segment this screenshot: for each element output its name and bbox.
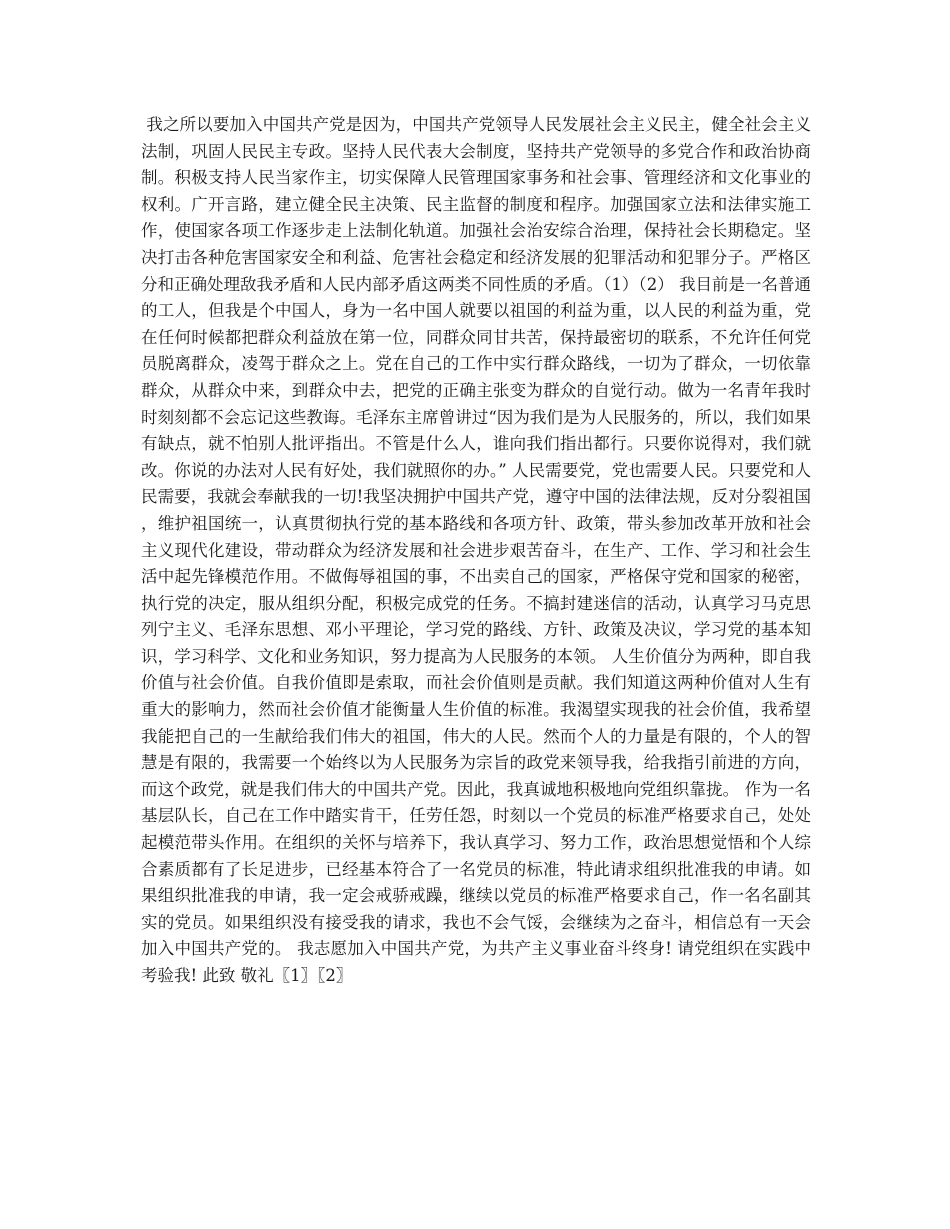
body-paragraph: 我之所以要加入中国共产党是因为，中国共产党领导人民发展社会主义民主，健全社会主义法制，巩固人民民主专政。坚持人民代表大会制度，坚持共产党领导的多党合作和政治协商制。积极支持人民当家作主，切实保障人民管理国家事务和社会事、管理经济和文化事业的权利。广开言路，建立健全民主决策、民主监督的制度和程序。加强国家立法和法律实施工作，使国家各项工作逐步走上法制化轨道。加强社会治安综合治理，保持社会长期稳定。坚决打击各种危害国家安全和利益、危害社会稳定和经济发展的犯罪活动和犯罪分子。严格区分和正确处理敌我矛盾和人民内部矛盾这两类不同性质的矛盾。（1）（2） 我目前是一名普通的工人，但我是个中国人，身为一名中国人就要以祖国的利益为重，以人民的利益为重，党在任何时候都把群众利益放在第一位，同群众同甘共苦，保持最密切的联系，不允许任何党员脱离群众，凌驾于群众之上。党在自己的工作中实行群众路线，一切为了群众，一切依靠群众，从群众中来，到群众中去，把党的正确主张变为群众的自觉行动。做为一名青年我时时刻刻都不会忘记这些教诲。毛泽东主席曾讲过“因为我们是为人民服务的，所以，我们如果有缺点，就不怕别人批评指出。不管是什么人，谁向我们指出都行。只要你说得对，我们就改。你说的办法对人民有好处，我们就照你的办。” 人民需要党，党也需要人民。只要党和人民需要，我就会奉献我的一切!我坚决拥护中国共产党，遵守中国的法律法规，反对分裂祖国，维护祖国统一，认真贯彻执行党的基本路线和各项方针、政策，带头参加改革开放和社会主义现代化建设，带动群众为经济发展和社会进步艰苦奋斗，在生产、工作、学习和社会生活中起先锋模范作用。不做侮辱祖国的事，不出卖自己的国家，严格保守党和国家的秘密，执行党的决定，服从组织分配，积极完成党的任务。不搞封建迷信的活动，认真学习马克思列宁主义、毛泽东思想、邓小平理论，学习党的路线、方针、政策及决议，学习党的基本知识，学习科学、文化和业务知识，努力提高为人民服务的本领。 人生价值分为两种，即自我价值与社会价值。自我价值即是索取，而社会价值则是贡献。我们知道这两种价值对人生有重大的影响力，然而社会价值才能衡量人生价值的标准。我渴望实现我的社会价值，我希望我能把自己的一生献给我们伟大的祖国，伟大的人民。然而个人的力量是有限的，个人的智慧是有限的，我需要一个始终以为人民服务为宗旨的政党来领导我，给我指引前进的方向，而这个政党，就是我们伟大的中国共产党。因此，我真诚地积极地向党组织靠拢。 作为一名基层队长，自己在工作中踏实肯干，任劳任怨，时刻以一个党员的标准严格要求自己，处处起模范带头作用。在组织的关怀与培养下，我认真学习、努力工作，政治思想觉悟和个人综合素质都有了长足进步，已经基本符合了一名党员的标准，特此请求组织批准我的申请。如果组织批准我的申请，我一定会戒骄戒躁，继续以党员的标准严格要求自己，作一名名副其实的党员。如果组织没有接受我的请求，我也不会气馁，会继续为之奋斗，相信总有一天会加入中国共产党的。 我志愿加入中国共产党，为共产主义事业奋斗终身! 请党组织在实践中考验我! 此致 敬礼〖1〗〖2〗: [141, 115, 812, 985]
